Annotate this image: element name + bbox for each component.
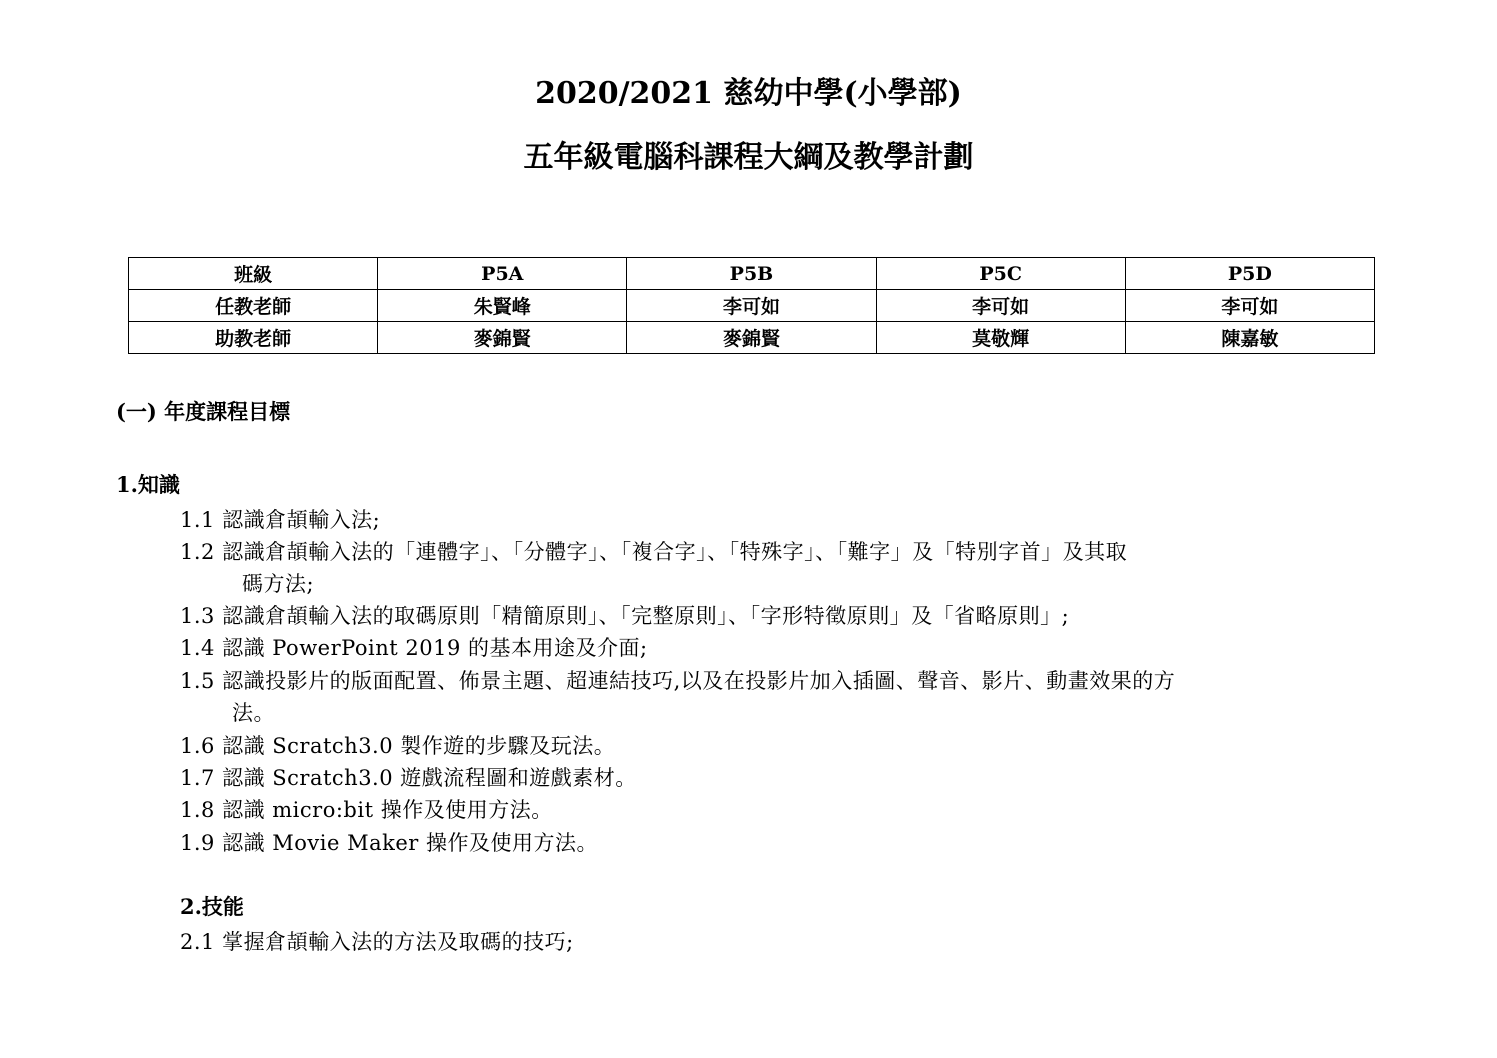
item-text: 認識倉頡輸入法的「連體字」、「分體字」、「複合字」、「特殊字」、「難字」及「特別字首」及其取 <box>222 540 1128 564</box>
item-text: 認識 Scratch3.0 製作遊的步驟及玩法。 <box>222 734 616 758</box>
knowledge-heading: 1.知識 <box>116 472 180 497</box>
list-item <box>180 827 598 859</box>
table-cell: 麥錦賢 <box>627 322 876 354</box>
item-number: 1.7 <box>180 766 215 790</box>
table-cell: P5D <box>1125 258 1374 290</box>
item-number: 1.5 <box>180 669 215 693</box>
table-cell: P5C <box>876 258 1125 290</box>
table-cell: 莫敬輝 <box>876 322 1125 354</box>
table-cell: 助教老師 <box>129 322 378 354</box>
table-cell: 陳嘉敏 <box>1125 322 1374 354</box>
item-text: 認識 micro:bit 操作及使用方法。 <box>222 798 553 822</box>
item-text: 掌握倉頡輸入法的方法及取碼的技巧; <box>222 930 574 954</box>
staff-table <box>128 257 1375 354</box>
item-text: 認識倉頡輸入法的取碼原則「精簡原則」、「完整原則」、「字形特徵原則」及「省略原則」; <box>222 604 1070 628</box>
section-heading: (一) 年度課程目標 <box>116 399 291 424</box>
table-row <box>129 290 1375 322</box>
table-cell: 李可如 <box>876 290 1125 322</box>
table-cell: 李可如 <box>627 290 876 322</box>
list-item <box>180 794 553 826</box>
item-text: 認識倉頡輸入法; <box>222 508 381 532</box>
table-cell: 李可如 <box>1125 290 1374 322</box>
table-cell: P5A <box>378 258 627 290</box>
item-number: 1.2 <box>180 540 215 564</box>
table-cell: 任教老師 <box>129 290 378 322</box>
item-text: 認識 Movie Maker 操作及使用方法。 <box>222 831 598 855</box>
item-text: 認識 Scratch3.0 遊戲流程圖和遊戲素材。 <box>222 766 637 790</box>
table-cell: 朱賢峰 <box>378 290 627 322</box>
list-item <box>180 600 1069 632</box>
item-text: 認識投影片的版面配置、佈景主題、超連結技巧,以及在投影片加入插圖、聲音、影片、動畫效果的方 <box>222 669 1176 693</box>
item-text: 認識 PowerPoint 2019 的基本用途及介面; <box>222 636 648 660</box>
table-row <box>129 258 1375 290</box>
document-title: 2020/2021 慈幼中學(小學部) <box>535 76 962 111</box>
skills-heading: 2.技能 <box>180 894 244 919</box>
item-number: 1.9 <box>180 831 215 855</box>
table-cell: 麥錦賢 <box>378 322 627 354</box>
item-number: 1.3 <box>180 604 215 628</box>
item-continuation: 碼方法; <box>242 572 315 596</box>
table-cell: P5B <box>627 258 876 290</box>
table-row <box>129 322 1375 354</box>
item-number: 2.1 <box>180 930 215 954</box>
list-item <box>180 665 1175 697</box>
table-cell: 班級 <box>129 258 378 290</box>
list-item <box>180 632 648 664</box>
item-number: 1.8 <box>180 798 215 822</box>
document-subtitle: 五年級電腦科課程大綱及教學計劃 <box>523 140 974 175</box>
list-item <box>180 926 574 958</box>
list-item <box>180 730 615 762</box>
item-number: 1.1 <box>180 508 215 532</box>
list-item <box>180 504 380 536</box>
item-number: 1.4 <box>180 636 215 660</box>
item-continuation: 法。 <box>232 701 275 725</box>
item-number: 1.6 <box>180 734 215 758</box>
list-item <box>180 762 637 794</box>
list-item <box>180 536 1127 568</box>
